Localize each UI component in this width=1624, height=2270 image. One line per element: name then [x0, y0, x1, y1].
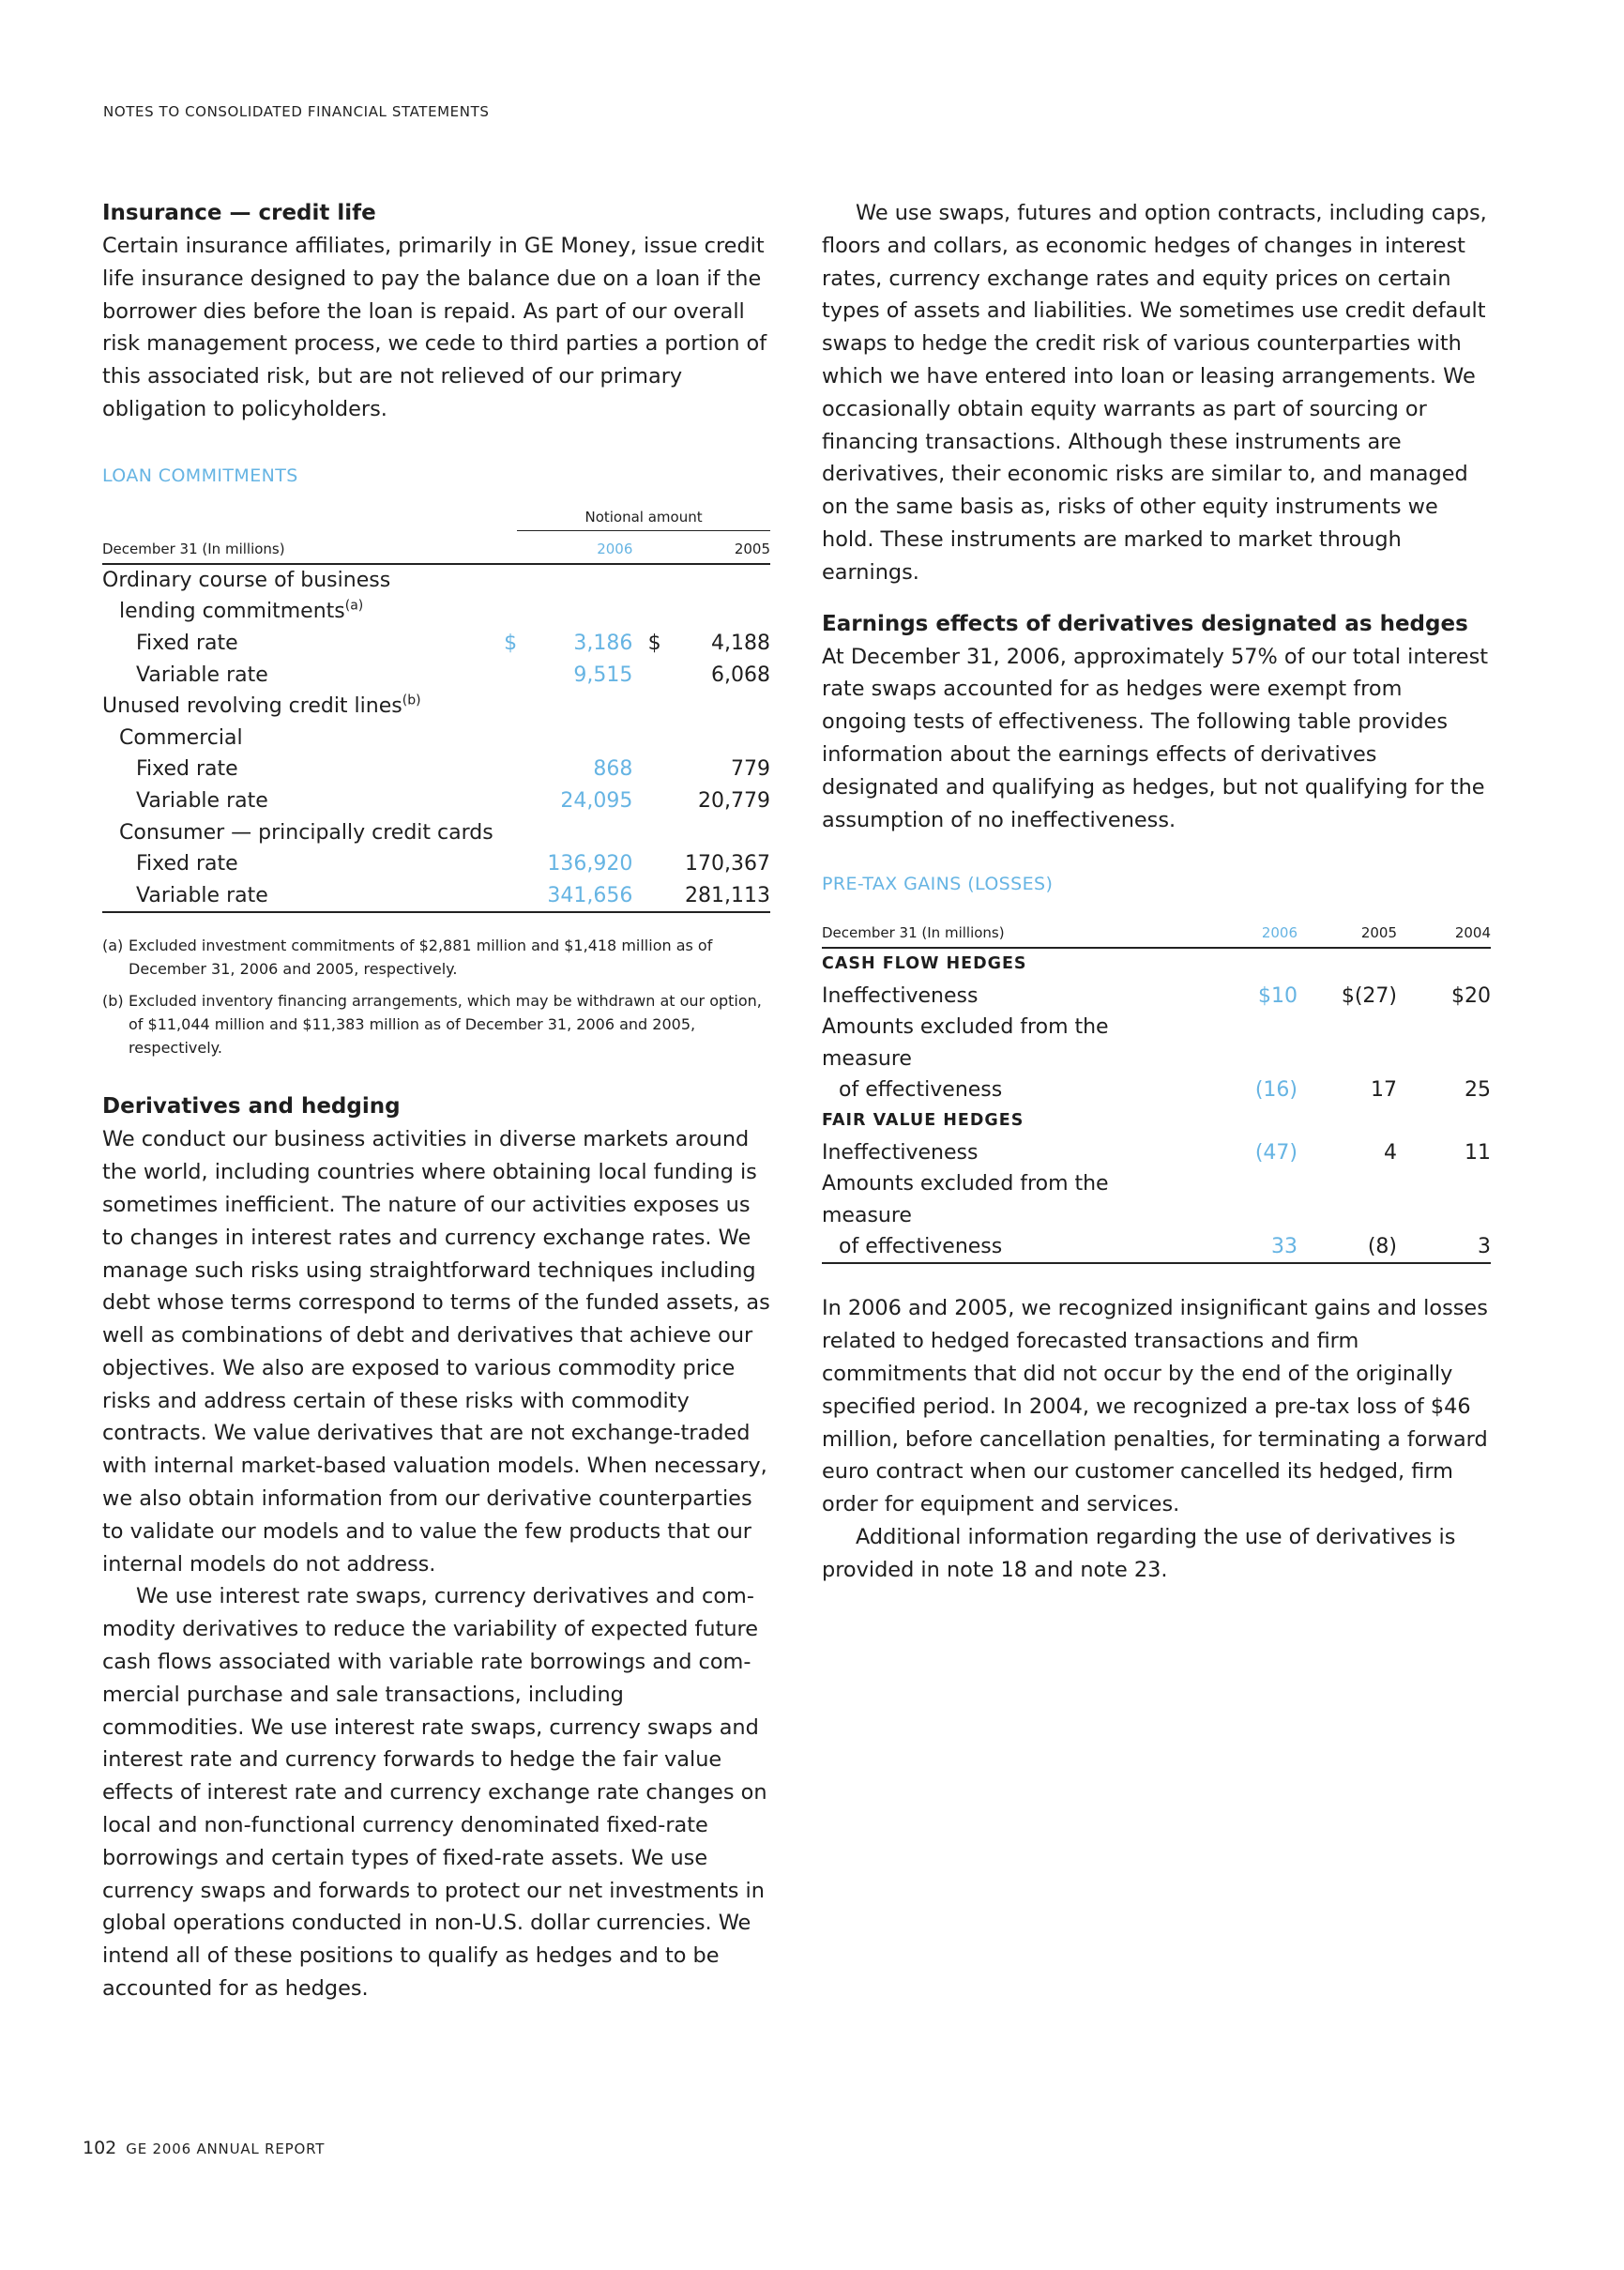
- pretax-gains-table: [822, 922, 1491, 1264]
- value-2005: 17: [1371, 1077, 1397, 1102]
- value-2005: 6,068: [711, 663, 770, 687]
- row-label: [102, 880, 495, 913]
- loan-stub-header: December 31 (In millions): [102, 530, 495, 564]
- loan-col-2005-header: 2005: [661, 530, 770, 564]
- value-2006: [517, 723, 632, 754]
- running-head: NOTES TO CONSOLIDATED FINANCIAL STATEMENTS: [103, 103, 490, 120]
- value-2005: $(27): [1341, 983, 1397, 1008]
- currency-2006: [495, 754, 517, 785]
- row-label: [102, 596, 495, 628]
- table-row: [102, 660, 770, 692]
- value-2005: [1298, 1012, 1397, 1074]
- value-2004: [1397, 948, 1491, 980]
- currency-2006: [495, 785, 517, 817]
- table-row: [102, 628, 770, 660]
- value-2004: [1397, 1105, 1491, 1136]
- value-2005: [661, 596, 770, 628]
- footnote: [102, 934, 770, 981]
- value-2005: 170,367: [685, 852, 770, 876]
- row-label: [102, 723, 495, 754]
- value-2006: [1202, 1012, 1298, 1074]
- currency-2005: [632, 723, 660, 754]
- row-label-text: Fixed rate: [136, 757, 238, 782]
- value-2006: 136,920: [547, 852, 633, 876]
- table-row: [822, 1012, 1491, 1074]
- footnote: [102, 989, 770, 1059]
- value-2005: 779: [731, 757, 770, 782]
- currency-2005: [632, 691, 660, 723]
- table-row: [102, 785, 770, 817]
- currency-2006: [495, 596, 517, 628]
- row-label-text: Variable rate: [136, 788, 268, 813]
- row-label: Ineffectiveness: [822, 983, 979, 1008]
- value-2006: [1202, 1105, 1298, 1136]
- closing-para-1: In 2006 and 2005, we recognized insignificant gains and losses related to hedged forecasted transactions and firm commitments that did not occur by the end of the originally specified period. In 2004, we recognized a pre-tax loss of $46 million, before cancellation penalties, for terminating a forward euro contract when our customer cancelled its hedged, firm order for equipment and services.: [822, 1296, 1488, 1517]
- value-2005: [661, 564, 770, 597]
- currency-2005: [632, 817, 660, 849]
- currency-2006: [495, 723, 517, 754]
- row-label-text: Variable rate: [136, 663, 268, 687]
- value-2006: [1202, 948, 1298, 980]
- derivatives-heading: Derivatives and hedging: [102, 1094, 401, 1120]
- row-label: Ineffectiveness: [822, 1140, 979, 1165]
- table-row: [102, 596, 770, 628]
- row-label: [102, 848, 495, 880]
- value-2006: $10: [1258, 983, 1298, 1008]
- value-2004: $20: [1451, 983, 1491, 1008]
- pretax-gains-title: PRE-TAX GAINS (LOSSES): [822, 874, 1054, 895]
- currency-2006: [495, 691, 517, 723]
- value-2005: [1298, 1168, 1397, 1231]
- section-label: FAIR VALUE HEDGES: [822, 1111, 1024, 1131]
- value-2005: [1298, 1105, 1397, 1136]
- derivatives-para-1: We conduct our business activities in diverse markets around the world, including countries where obtaining local funding is sometimes inefficient. The nature of our activities exposes us to changes in interest rates and currency exchange rates. We manage such risks using straightforward techniques including debt whose terms correspond to terms of the funded assets, as well as combinations of debt and derivatives that achieve our objectives. We also are exposed to various commodity price risks and address certain of these risks with commodity contracts. We value derivatives that are not exchange-traded with internal market-based valuation models. When necessary, we also obtain information from our derivative counterparties to validate our models and to value the few products that our internal models do not address.: [102, 1127, 770, 1577]
- row-label: Amounts excluded from the measure: [822, 1172, 1109, 1227]
- derivatives-para-3: We use swaps, futures and option contracts, including caps, floors and collars, as economic hedges of changes in interest rates, currency exchange rates and equity prices on certain types of assets and liabilities. We sometimes use credit default swaps to hedge the credit risk of various counterparties with which we have entered into loan or leasing arrangements. We occasionally obtain equity warrants as part of sourcing or financing transactions. Although these instruments are derivatives, their economic risks are similar to, and managed on the same basis as, risks of other equity instruments we hold. These instruments are marked to market through earnings.: [822, 201, 1487, 585]
- row-label-text: Unused revolving credit lines: [102, 694, 402, 719]
- currency-2005: [632, 564, 660, 597]
- row-label: Amounts excluded from the measure: [822, 1015, 1109, 1071]
- loan-commitments-title: LOAN COMMITMENTS: [102, 465, 298, 486]
- derivatives-para-2: We use interest rate swaps, currency derivatives and commodity derivatives to reduce the variability of expected future cash flows associated with variable rate borrowings and commercial purchase and sale transactions, including commodities. We use interest rate swaps, currency swaps and interest rate and currency forwards to hedge the fair value effects of interest rate and currency exchange rate changes on local and non-functional currency denominated fixed-rate borrowings and certain types of fixed-rate assets. We use currency swaps and forwards to protect our net investments in global operations conducted in non-U.S. dollar currencies. We intend all of these positions to qualify as hedges and to be accounted for as hedges.: [102, 1584, 767, 2002]
- pretax-table-body: [822, 948, 1491, 1263]
- earnings-effects-heading: Earnings effects of derivatives designated as hedges: [822, 611, 1468, 636]
- table-row: [102, 880, 770, 913]
- value-2004: 11: [1465, 1140, 1491, 1165]
- currency-2006: [495, 564, 517, 597]
- row-label-text: Ordinary course of business: [102, 568, 391, 592]
- footnote-ref: (a): [344, 599, 364, 615]
- row-label: [102, 564, 495, 597]
- row-label: of effectiveness: [839, 1077, 1003, 1102]
- value-2004: [1397, 1012, 1491, 1074]
- row-label-text: Commercial: [119, 725, 243, 750]
- value-2005: (8): [1298, 1231, 1397, 1263]
- pretax-col-2006-header: 2006: [1202, 922, 1298, 948]
- table-row: [102, 691, 770, 723]
- value-2005: [661, 817, 770, 849]
- table-row: [822, 1168, 1491, 1231]
- closing-para-2: Additional information regarding the use of derivatives is provided in note 18 and note 23.: [822, 1524, 1456, 1582]
- currency-2005: [632, 880, 660, 913]
- row-label-text: Consumer — principally credit cards: [119, 820, 493, 845]
- value-2005: 4,188: [711, 631, 770, 655]
- row-label: [102, 660, 495, 692]
- row-label: of effectiveness: [822, 1231, 1202, 1263]
- currency-2005: $: [647, 631, 661, 655]
- row-label-text: Fixed rate: [136, 852, 238, 876]
- value-2005: [661, 691, 770, 723]
- value-2006: 33: [1202, 1231, 1298, 1263]
- value-2006: [517, 596, 632, 628]
- currency-2006: [495, 660, 517, 692]
- value-2004: [1397, 1168, 1491, 1231]
- value-2006: 868: [593, 757, 633, 782]
- currency-2005: [632, 754, 660, 785]
- row-label-text: Fixed rate: [136, 631, 238, 655]
- currency-2006: [495, 817, 517, 849]
- value-2006: 9,515: [573, 663, 633, 687]
- footnote-mark: (b): [102, 992, 124, 1011]
- section-row: [822, 948, 1491, 980]
- table-row: [102, 848, 770, 880]
- value-2006: [1202, 1168, 1298, 1231]
- loan-table-body: [102, 564, 770, 913]
- row-label-text: lending commitments: [119, 600, 345, 624]
- pretax-stub-header: December 31 (In millions): [822, 922, 1202, 948]
- value-2004: 25: [1465, 1077, 1491, 1102]
- footnote-ref: (b): [402, 693, 421, 708]
- table-row: [822, 1231, 1491, 1263]
- value-2006: [517, 564, 632, 597]
- row-label: [102, 817, 495, 849]
- page-footer: [83, 2138, 325, 2158]
- loan-col-2006-header: 2006: [517, 530, 632, 564]
- pretax-col-2005-header: 2005: [1298, 922, 1397, 948]
- page-number: 102: [83, 2138, 117, 2158]
- value-2005: 20,779: [698, 788, 770, 813]
- value-2005: 281,113: [661, 880, 770, 913]
- currency-2005: [632, 660, 660, 692]
- value-2006: [517, 817, 632, 849]
- value-2005: [1298, 948, 1397, 980]
- earnings-effects-body: At December 31, 2006, approximately 57% of our total interest rate swaps accounted for as hedges were exempt from ongoing tests of effectiveness. The following table provides information about the earnings effects of derivatives designated and qualifying as hedges, but not qualifying for the assumption of no ineffectiveness.: [822, 644, 1489, 832]
- footnote-mark: (a): [102, 937, 124, 955]
- currency-2005: [632, 785, 660, 817]
- notional-amount-header: Notional amount: [517, 507, 770, 531]
- row-label: [102, 785, 495, 817]
- row-label: [102, 691, 495, 723]
- value-2006: [517, 691, 632, 723]
- value-2006: (47): [1254, 1140, 1298, 1165]
- table-row: [822, 981, 1491, 1012]
- section-row: [822, 1105, 1491, 1136]
- table-row: [102, 723, 770, 754]
- value-2006: 3,186: [573, 631, 633, 655]
- section-label: CASH FLOW HEDGES: [822, 954, 1027, 974]
- right-column: [822, 197, 1491, 1587]
- currency-2005: [632, 848, 660, 880]
- value-2005: [661, 723, 770, 754]
- row-label-text: Variable rate: [136, 883, 268, 907]
- table-row: [822, 1074, 1491, 1105]
- table-row: [102, 754, 770, 785]
- value-2006: (16): [1254, 1077, 1298, 1102]
- loan-footnotes: [102, 934, 770, 1059]
- row-label: [102, 628, 495, 660]
- footnote-text: Excluded inventory financing arrangements, which may be withdrawn at our option, of $11,044 million and $11,383 million as of December 31, 2006 and 2005, respectively.: [129, 992, 762, 1058]
- value-2006: 341,656: [517, 880, 632, 913]
- insurance-body: Certain insurance affiliates, primarily in GE Money, issue credit life insurance designed to pay the balance due on a loan if the borrower dies before the loan is repaid. As part of our overall risk management process, we cede to third parties a portion of this associated risk, but are not relieved of our primary obligation to policyholders.: [102, 234, 767, 421]
- footnote-text: Excluded investment commitments of $2,881 million and $1,418 million as of December 31, 2006 and 2005, respectively.: [129, 937, 713, 979]
- value-2004: 3: [1397, 1231, 1491, 1263]
- value-2006: 24,095: [560, 788, 633, 813]
- value-2005: 4: [1384, 1140, 1397, 1165]
- currency-2006: [495, 848, 517, 880]
- table-row: [822, 1137, 1491, 1168]
- loan-commitments-table: [102, 507, 770, 914]
- table-row: [102, 817, 770, 849]
- currency-2005: [632, 596, 660, 628]
- table-row: [102, 564, 770, 597]
- currency-2006: [495, 880, 517, 913]
- row-label: [102, 754, 495, 785]
- pretax-col-2004-header: 2004: [1397, 922, 1491, 948]
- left-column: [102, 197, 770, 2005]
- report-name: GE 2006 ANNUAL REPORT: [126, 2141, 326, 2157]
- currency-2006: $: [504, 631, 518, 655]
- insurance-heading: Insurance — credit life: [102, 201, 376, 225]
